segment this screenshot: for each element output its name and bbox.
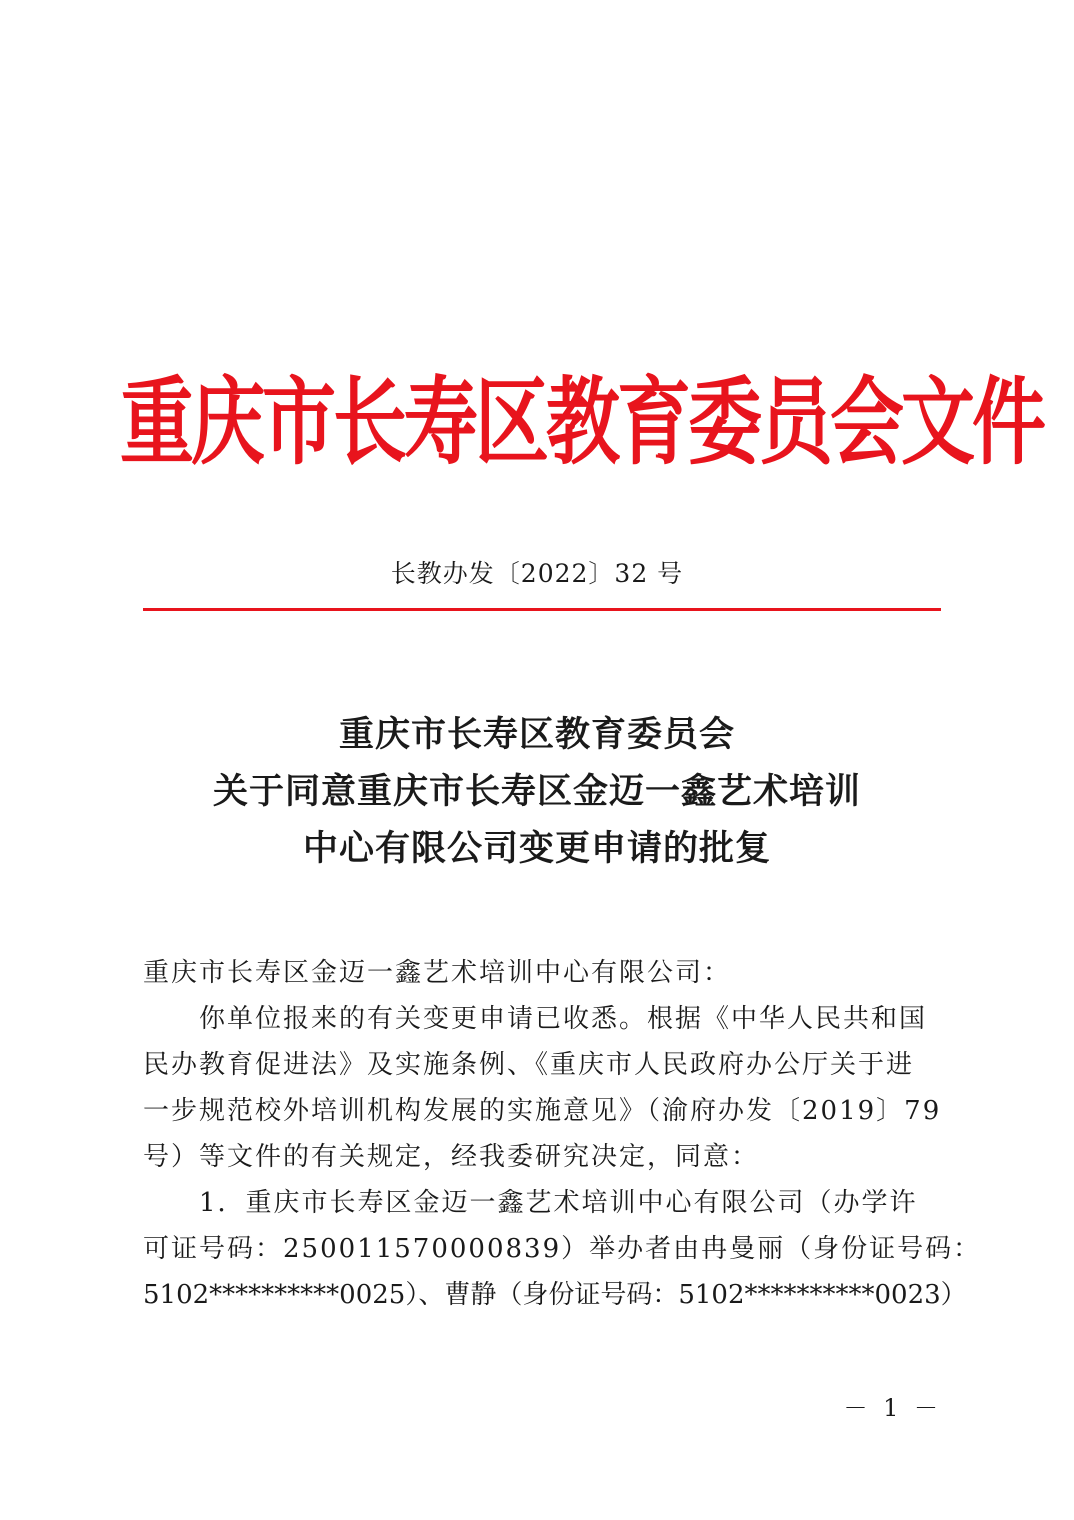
paragraph-1-line-3: 一步规范校外培训机构发展的实施意见》（渝府办发〔2019〕79 bbox=[143, 1096, 942, 1126]
paragraph-2-line-1: 1．重庆市长寿区金迈一鑫艺术培训中心有限公司（办学许 bbox=[199, 1188, 918, 1218]
page-number: － 1 － bbox=[843, 1394, 942, 1422]
document-number: 长教办发〔2022〕32 号 bbox=[390, 559, 684, 588]
title-line-3: 中心有限公司变更申请的批复 bbox=[302, 828, 771, 869]
document-body bbox=[143, 950, 982, 1318]
paragraph-1-line-4: 号）等文件的有关规定，经我委研究决定，同意： bbox=[143, 1142, 760, 1172]
paragraph-2-line-3: 5102**********0025）、曹静（身份证号码：5102**********0023） bbox=[143, 1280, 967, 1310]
paragraph-2-line-2: 可证号码：250011570000839）举办者由冉曼丽（身份证号码： bbox=[143, 1234, 982, 1264]
red-separator-line bbox=[143, 608, 941, 611]
paragraph-1-line-2: 民办教育促进法》及实施条例、《重庆市人民政府办公厅关于进 bbox=[143, 1050, 915, 1080]
title-line-2: 关于同意重庆市长寿区金迈一鑫艺术培训 bbox=[212, 771, 861, 812]
paragraph-1-line-1: 你单位报来的有关变更申请已收悉。根据《中华人民共和国 bbox=[199, 1004, 928, 1034]
document-title bbox=[120, 706, 954, 877]
title-line-1: 重庆市长寿区教育委员会 bbox=[338, 714, 735, 755]
red-letterhead-title: 重庆市长寿区教育委员会文件 bbox=[120, 367, 1043, 479]
addressee: 重庆市长寿区金迈一鑫艺术培训中心有限公司： bbox=[143, 958, 732, 988]
